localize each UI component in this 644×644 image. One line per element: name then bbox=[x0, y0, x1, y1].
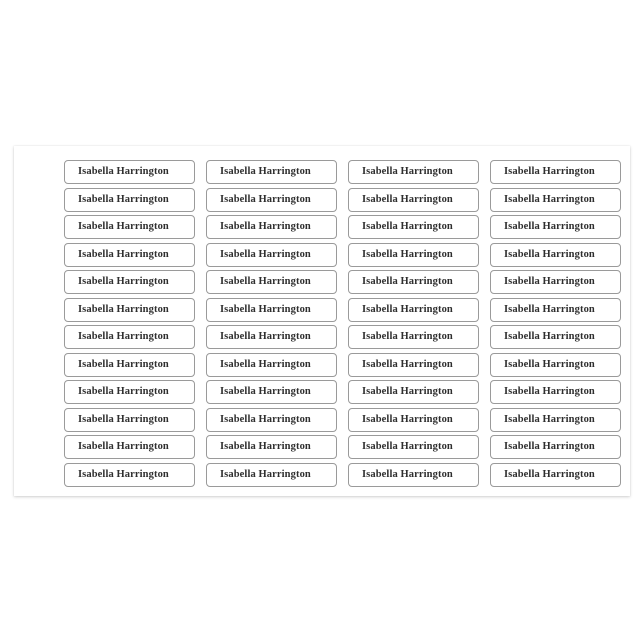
address-label-text: Isabella Harrington bbox=[362, 358, 453, 370]
address-label[interactable] bbox=[490, 325, 621, 349]
address-label[interactable] bbox=[64, 215, 195, 239]
address-label[interactable] bbox=[490, 188, 621, 212]
address-label[interactable] bbox=[206, 188, 337, 212]
address-label-text: Isabella Harrington bbox=[78, 386, 169, 397]
address-label-text: Isabella Harrington bbox=[220, 441, 311, 452]
address-label[interactable] bbox=[206, 325, 337, 349]
address-label[interactable] bbox=[490, 215, 621, 239]
address-label[interactable] bbox=[348, 353, 479, 377]
address-label-text: Isabella Harrington bbox=[504, 386, 595, 397]
address-label-text: Isabella Harrington bbox=[362, 413, 453, 425]
address-label[interactable] bbox=[64, 463, 195, 487]
address-label[interactable] bbox=[348, 463, 479, 487]
address-label[interactable] bbox=[64, 435, 195, 459]
address-label-text: Isabella Harrington bbox=[220, 166, 311, 177]
address-label[interactable] bbox=[206, 243, 337, 267]
address-label-text: Isabella Harrington bbox=[504, 331, 595, 342]
address-label-text: Isabella Harrington bbox=[504, 276, 595, 287]
address-label[interactable] bbox=[206, 435, 337, 459]
address-label-text: Isabella Harrington bbox=[78, 166, 169, 177]
address-label-text: Isabella Harrington bbox=[504, 303, 595, 315]
address-label[interactable] bbox=[490, 435, 621, 459]
address-label-text: Isabella Harrington bbox=[220, 413, 311, 425]
address-label[interactable] bbox=[64, 243, 195, 267]
address-label-text: Isabella Harrington bbox=[362, 303, 453, 315]
address-label[interactable] bbox=[64, 380, 195, 404]
address-label[interactable] bbox=[348, 160, 479, 184]
address-label-text: Isabella Harrington bbox=[504, 166, 595, 177]
address-label[interactable] bbox=[490, 463, 621, 487]
address-label[interactable] bbox=[490, 353, 621, 377]
address-label-text: Isabella Harrington bbox=[78, 441, 169, 452]
address-label[interactable] bbox=[348, 380, 479, 404]
address-label-text: Isabella Harrington bbox=[362, 248, 453, 260]
address-label-text: Isabella Harrington bbox=[78, 193, 169, 205]
address-label-text: Isabella Harrington bbox=[362, 331, 453, 342]
address-label[interactable] bbox=[490, 160, 621, 184]
address-label[interactable] bbox=[64, 160, 195, 184]
address-label-text: Isabella Harrington bbox=[504, 221, 595, 232]
address-label-text: Isabella Harrington bbox=[504, 248, 595, 260]
address-label-text: Isabella Harrington bbox=[78, 468, 169, 480]
address-label-text: Isabella Harrington bbox=[220, 248, 311, 260]
address-label[interactable] bbox=[490, 270, 621, 294]
address-label-text: Isabella Harrington bbox=[220, 303, 311, 315]
address-label-text: Isabella Harrington bbox=[78, 358, 169, 370]
address-label[interactable] bbox=[206, 408, 337, 432]
address-label-text: Isabella Harrington bbox=[78, 221, 169, 232]
address-label-text: Isabella Harrington bbox=[220, 331, 311, 342]
address-label-text: Isabella Harrington bbox=[362, 276, 453, 287]
address-label-text: Isabella Harrington bbox=[220, 358, 311, 370]
address-label-text: Isabella Harrington bbox=[504, 441, 595, 452]
address-label-text: Isabella Harrington bbox=[362, 193, 453, 205]
address-label-text: Isabella Harrington bbox=[504, 413, 595, 425]
address-label[interactable] bbox=[348, 270, 479, 294]
address-label-text: Isabella Harrington bbox=[220, 386, 311, 397]
address-label[interactable] bbox=[206, 463, 337, 487]
address-label[interactable] bbox=[64, 298, 195, 322]
address-label-text: Isabella Harrington bbox=[504, 193, 595, 205]
address-label-text: Isabella Harrington bbox=[220, 221, 311, 232]
address-label-text: Isabella Harrington bbox=[220, 276, 311, 287]
address-label[interactable] bbox=[206, 380, 337, 404]
label-sheet bbox=[14, 146, 630, 496]
address-label[interactable] bbox=[64, 270, 195, 294]
address-label[interactable] bbox=[490, 243, 621, 267]
address-label-text: Isabella Harrington bbox=[220, 468, 311, 480]
address-label-text: Isabella Harrington bbox=[362, 468, 453, 480]
address-label[interactable] bbox=[206, 215, 337, 239]
address-label[interactable] bbox=[348, 188, 479, 212]
address-label[interactable] bbox=[348, 243, 479, 267]
address-label-text: Isabella Harrington bbox=[220, 193, 311, 205]
address-label[interactable] bbox=[64, 353, 195, 377]
address-label-text: Isabella Harrington bbox=[504, 358, 595, 370]
address-label-text: Isabella Harrington bbox=[78, 331, 169, 342]
address-label-text: Isabella Harrington bbox=[504, 468, 595, 480]
address-label[interactable] bbox=[348, 298, 479, 322]
address-label[interactable] bbox=[206, 160, 337, 184]
address-label[interactable] bbox=[206, 353, 337, 377]
address-label[interactable] bbox=[64, 408, 195, 432]
address-label[interactable] bbox=[206, 298, 337, 322]
address-label[interactable] bbox=[490, 380, 621, 404]
address-label-text: Isabella Harrington bbox=[362, 386, 453, 397]
address-label-text: Isabella Harrington bbox=[78, 413, 169, 425]
address-label[interactable] bbox=[64, 188, 195, 212]
address-label[interactable] bbox=[490, 408, 621, 432]
address-label-text: Isabella Harrington bbox=[362, 221, 453, 232]
address-label[interactable] bbox=[490, 298, 621, 322]
address-label-text: Isabella Harrington bbox=[78, 276, 169, 287]
label-grid bbox=[64, 160, 595, 487]
address-label-text: Isabella Harrington bbox=[362, 441, 453, 452]
address-label[interactable] bbox=[206, 270, 337, 294]
address-label[interactable] bbox=[64, 325, 195, 349]
address-label[interactable] bbox=[348, 435, 479, 459]
address-label-text: Isabella Harrington bbox=[78, 248, 169, 260]
address-label-text: Isabella Harrington bbox=[78, 303, 169, 315]
address-label-text: Isabella Harrington bbox=[362, 166, 453, 177]
address-label[interactable] bbox=[348, 325, 479, 349]
address-label[interactable] bbox=[348, 215, 479, 239]
address-label[interactable] bbox=[348, 408, 479, 432]
